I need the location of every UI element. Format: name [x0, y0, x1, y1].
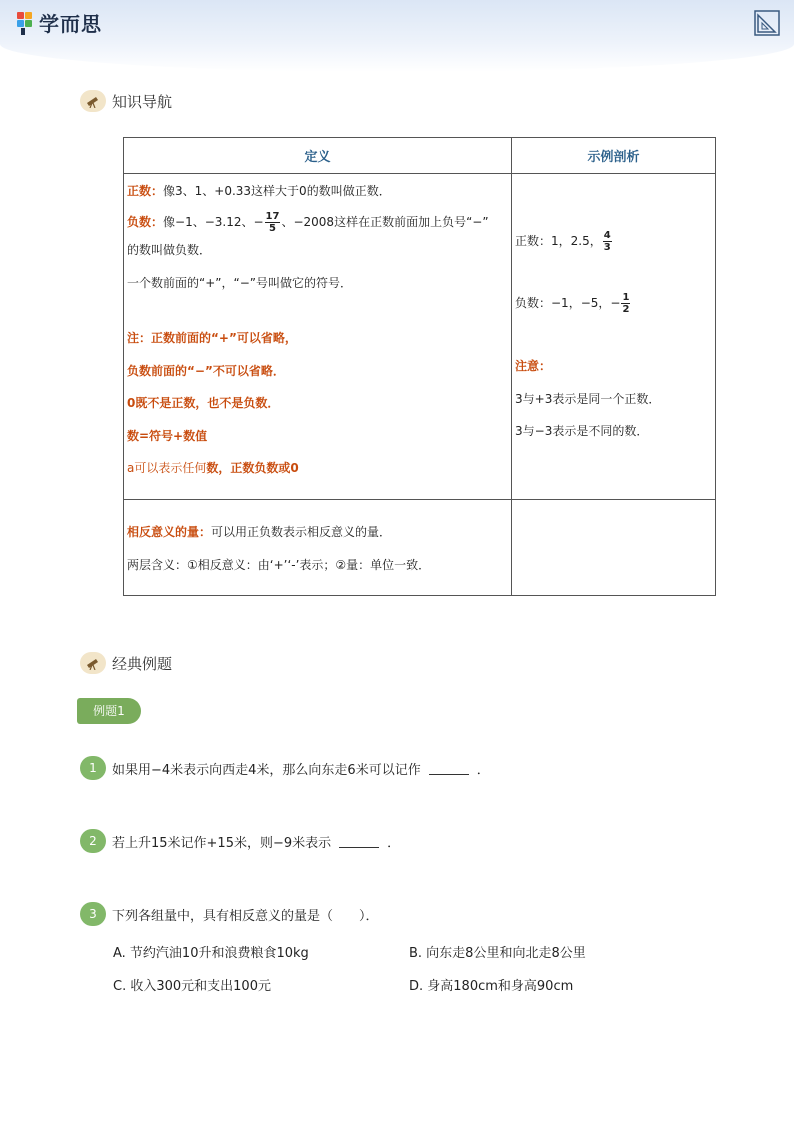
fraction-17-5: [265, 211, 281, 234]
fraction-num: 1: [622, 292, 630, 303]
fraction-den: 3: [603, 242, 611, 253]
negative-text-b: 、−2008这样在正数前面加上负号“−”: [281, 215, 489, 229]
fraction-den: 5: [269, 223, 276, 234]
fraction-num: 17: [265, 211, 280, 222]
section-classic-examples: [80, 652, 172, 674]
negative-text-a: 像−1、−3.12、−: [163, 215, 264, 229]
section-title: 知识导航: [112, 92, 173, 111]
note-4: 数=符号+数值: [127, 428, 208, 443]
question-2: [80, 829, 400, 853]
header-band: [0, 0, 794, 72]
example-positive: 正数：1，2.5，: [515, 234, 602, 248]
example-cell: [512, 174, 716, 500]
question-number-badge: 3: [80, 902, 106, 926]
answer-blank[interactable]: [429, 762, 469, 775]
question-end: ．: [476, 762, 490, 778]
question-end: ．: [387, 835, 401, 851]
example-attention: 注意：: [515, 359, 552, 373]
brand-logo: [14, 8, 102, 37]
fraction-1-2: [621, 292, 630, 315]
option-a[interactable]: A. 节约汽油10升和浪费粮食10kg: [113, 946, 309, 961]
column-header-example: 示例剖析: [512, 138, 716, 174]
fraction-den: 2: [622, 304, 630, 315]
sign-text: 一个数前面的“+”，“−”号叫做它的符号．: [127, 276, 352, 290]
opposite-layers: 两层含义：①相反意义：由‘+’‘-’表示；②量：单位一致．: [127, 557, 431, 572]
knowledge-table: [123, 137, 716, 596]
question-text: 如果用−4米表示向西走4米，那么向东走6米可以记作: [112, 762, 421, 778]
example-note-1: 3与+3表示是同一个正数．: [515, 391, 661, 406]
example-tag: 例题1: [77, 698, 141, 724]
option-b[interactable]: B. 向东走8公里和向北走8公里: [409, 946, 586, 961]
section-knowledge-nav: [80, 90, 172, 112]
ruler-triangle-icon: [754, 10, 780, 36]
definition-cell: [124, 174, 512, 500]
note-1: 注：正数前面的“+”可以省略，: [127, 331, 297, 345]
question-text: 若上升15米记作+15米，则−9米表示: [112, 835, 332, 851]
option-c[interactable]: C. 收入300元和支出100元: [113, 979, 271, 994]
note-2: 负数前面的“−”不可以省略．: [127, 363, 285, 378]
note-3: 0既不是正数，也不是负数．: [127, 396, 280, 410]
opposite-label: 相反意义的量：: [127, 525, 212, 539]
negative-label: 负数：: [127, 215, 164, 229]
telescope-icon: [80, 90, 106, 112]
column-header-definition: 定义: [124, 138, 512, 174]
section-title: 经典例题: [112, 654, 173, 673]
option-d[interactable]: D. 身高180cm和身高90cm: [409, 979, 574, 994]
example-note-2: 3与−3表示是不同的数．: [515, 424, 649, 438]
fraction-4-3: [603, 230, 612, 253]
question-number-badge: 2: [80, 829, 106, 853]
question-3: [80, 902, 379, 926]
positive-text: 像3、1、+0.33这样大于0的数叫做正数．: [163, 184, 391, 198]
negative-text-c: 的数叫做负数．: [127, 243, 212, 257]
opposite-text: 可以用正负数表示相反意义的量．: [211, 525, 392, 539]
positive-label: 正数：: [127, 184, 164, 198]
opposite-quantity-cell: [124, 500, 512, 596]
telescope-icon: [80, 652, 106, 674]
question-text: 下列各组量中，具有相反意义的量是（ ）．: [112, 908, 379, 924]
logo-text: 学而思: [39, 12, 102, 36]
logo-mark-icon: [14, 10, 36, 36]
fraction-num: 4: [603, 230, 611, 241]
question-number-badge: 1: [80, 756, 106, 780]
answer-blank[interactable]: [339, 835, 379, 848]
question-1: [80, 756, 490, 780]
example-negative: 负数：−1，−5，−: [515, 296, 621, 310]
note-5-b: 数，正数负数或0: [206, 461, 299, 475]
note-5-a: a可以表示任何: [127, 461, 207, 475]
empty-example-cell: [512, 500, 716, 596]
